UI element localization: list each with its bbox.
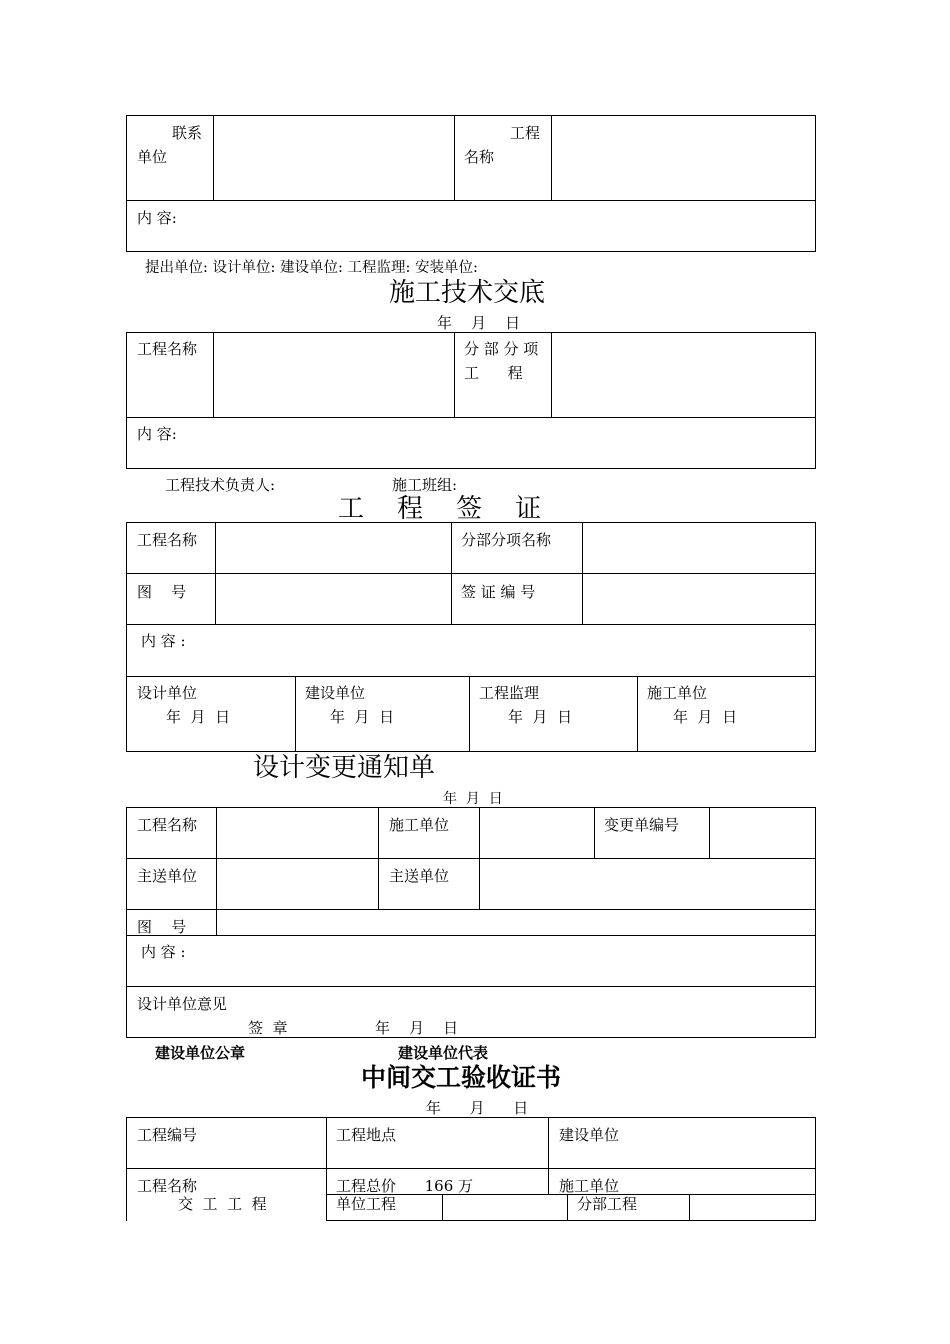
signer-owner-label: 建设单位 [305,684,366,702]
divider [454,115,455,201]
sub-project-name-label: 分部分项名称 [461,531,552,549]
divider [126,1117,816,1118]
tech-briefing-date: 年 月 日 [437,314,521,332]
divider [126,858,816,859]
acceptance-date: 年 月 日 [426,1099,529,1117]
content-label: 内 容: [137,425,177,443]
project-name-label: 工程名称 [137,531,198,549]
divider [582,522,583,625]
sub-project-label-2: 工 程 [464,364,523,382]
signer-owner-date: 年 月 日 [330,708,395,726]
content-label: 内 容 : [141,943,186,961]
construction-unit-label: 施工单位 [559,1177,620,1195]
contact-unit-label: 联系 [172,124,203,142]
divider [815,1117,816,1221]
signer-design-date: 年 月 日 [166,708,231,726]
signer-design-label: 设计单位 [137,684,198,702]
sender-unit-label-2: 主送单位 [389,867,450,885]
signer-supervision-label: 工程监理 [479,684,540,702]
divider [594,807,595,859]
design-change-table [126,807,816,1038]
divider [567,1194,568,1221]
divider [709,807,710,859]
divider [126,676,816,677]
handover-label: 交 工 工 程 [178,1195,267,1213]
divider [378,807,379,910]
divider [551,332,552,418]
divider [689,1194,690,1221]
tech-briefing-title: 施工技术交底 [389,278,546,308]
divider [637,676,638,752]
divider [213,115,214,201]
divider [326,1220,816,1221]
owner-seal-label: 建设单位公章 [155,1044,246,1062]
visa-title: 工 程 签 证 [338,494,542,524]
contact-unit-label-2: 单位 [137,148,168,166]
divider [479,807,480,910]
divider [548,1117,549,1195]
project-name-label: 工程名称 [137,816,198,834]
project-name-label-2: 名称 [464,148,495,166]
divider [126,909,816,910]
owner-unit-label: 建设单位 [559,1126,620,1144]
design-change-date: 年 月 日 [443,791,503,807]
contact-form-table [126,115,816,252]
project-name-label: 工程名称 [137,340,198,358]
divider [126,1117,127,1221]
signer-supervision-date: 年 月 日 [508,708,573,726]
divider [469,676,470,752]
sender-unit-label: 主送单位 [137,867,198,885]
divider [551,115,552,201]
divider [126,935,816,936]
drawing-no-label: 图 号 [137,583,187,601]
divider [216,807,217,936]
sub-project-label: 分部工程 [577,1195,638,1213]
divider [126,573,816,574]
unit-project-label: 单位工程 [336,1195,397,1213]
construction-unit-label: 施工单位 [389,816,450,834]
project-no-label: 工程编号 [137,1126,198,1144]
change-no-label: 变更单编号 [604,816,680,834]
divider [126,417,816,418]
design-change-title: 设计变更通知单 [253,753,436,783]
contact-form-footer: 提出单位: 设计单位: 建设单位: 工程监理: 安装单位: [145,260,478,276]
sub-project-label: 分 部 分 项 [464,340,539,358]
content-label: 内 容 : [141,632,186,650]
divider [454,332,455,418]
divider [451,522,452,625]
visa-no-label: 签 证 编 号 [461,583,536,601]
team-label: 施工班组: [392,476,458,494]
divider [295,676,296,752]
project-name-label: 工程名称 [137,1177,198,1195]
seal-date: 年 月 日 [375,1019,459,1037]
divider [326,1117,327,1221]
signer-construction-label: 施工单位 [647,684,708,702]
divider [442,1194,443,1221]
signer-construction-date: 年 月 日 [673,708,738,726]
owner-rep-label: 建设单位代表 [398,1044,489,1062]
project-name-label: 工程 [510,124,541,142]
acceptance-title: 中间交工验收证书 [361,1063,562,1092]
tech-lead-label: 工程技术负责人: [165,476,276,494]
location-label: 工程地点 [336,1126,397,1144]
divider [126,624,816,625]
drawing-no-label: 图 号 [137,918,187,936]
divider [126,200,816,201]
divider [213,332,214,418]
divider [126,1168,816,1169]
seal-label: 签 章 [248,1019,288,1037]
design-opinion-label: 设计单位意见 [137,995,228,1013]
divider [126,986,816,987]
total-price-label: 工程总价 166 万 [336,1177,474,1195]
content-label: 内 容: [137,209,177,227]
divider [215,522,216,625]
